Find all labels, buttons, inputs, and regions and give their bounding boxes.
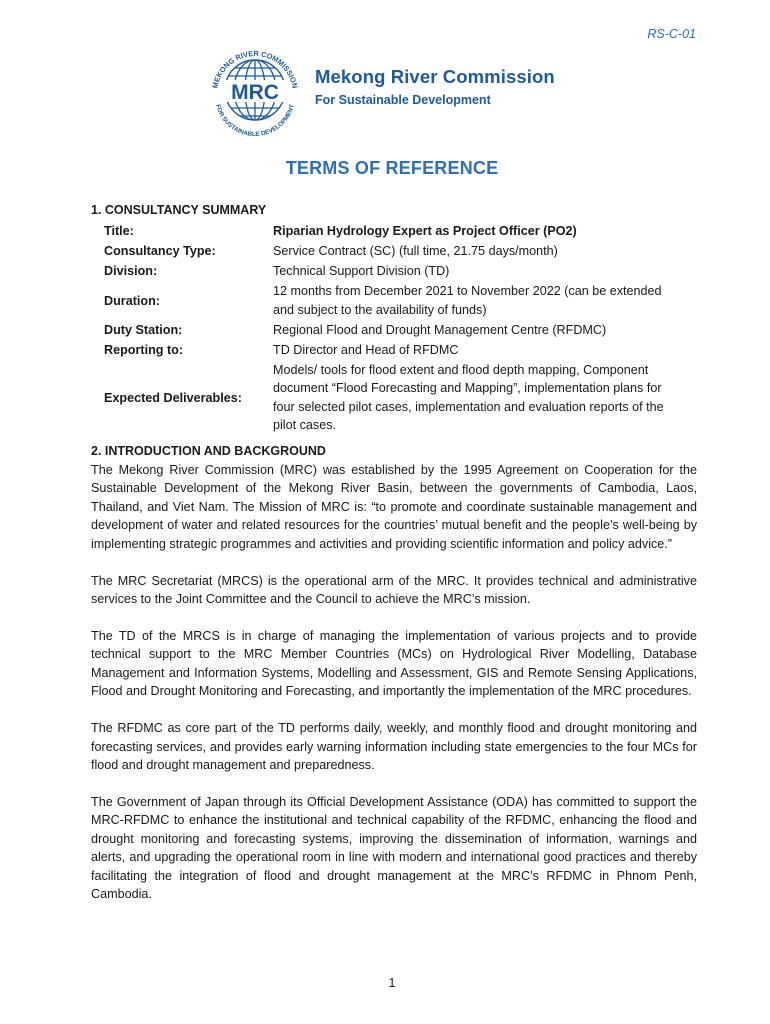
summary-row-duration [104, 282, 674, 319]
letterhead [203, 44, 603, 140]
mrc-seal-logo [203, 44, 307, 136]
summary-value: TD Director and Head of RFDMC [273, 342, 459, 357]
document-title: TERMS OF REFERENCE [285, 158, 499, 178]
seal-arc-top: MEKONG RIVER COMMISSION [210, 48, 300, 90]
summary-key: Duration: [104, 293, 160, 308]
summary-row-expected-deliverables [104, 361, 674, 435]
summary-row-duty-station [104, 321, 674, 340]
summary-value: Service Contract (SC) (full time, 21.75 days/month) [273, 244, 558, 258]
page-number: 1 [388, 976, 396, 990]
summary-row-reporting-to [104, 341, 674, 360]
summary-row-consultancy-type [104, 242, 674, 261]
seal-arc-bottom: FOR SUSTAINABLE DEVELOPMENT [214, 103, 296, 136]
section-heading-introduction: 2. INTRODUCTION AND BACKGROUND [91, 444, 326, 458]
summary-value: Riparian Hydrology Expert as Project Officer (PO2) [273, 224, 577, 238]
summary-row-title [104, 222, 674, 241]
document-code: RS-C-01 [647, 27, 696, 41]
paragraph: The Government of Japan through its Official Development Assistance (ODA) has committed to support the MRC-RFDMC to enhance the institutional and technical capability of the RFDMC, enhancing the flood and drought monitoring and forecasting systems, improving the dissemination of information, warnings and alerts, and upgrading the operational room in line with modern and international good practices and thereby facilitating the integration of flood and drought management at the MRC’s RFDMC in Phnom Penh, Cambodia. [91, 795, 697, 902]
summary-value: Models/ tools for flood extent and flood depth mapping, Component document “Flood Forecasting and Mapping”, implementation plans for four selected pilot cases, implementation and evaluation reports of the pilot cases. [273, 362, 664, 432]
summary-row-division [104, 262, 674, 281]
section-heading-consultancy-summary: 1. CONSULTANCY SUMMARY [91, 203, 267, 217]
organization-tagline: For Sustainable Development [315, 93, 491, 107]
summary-key: Reporting to: [104, 342, 184, 357]
paragraph: The RFDMC as core part of the TD performs daily, weekly, and monthly flood and drought monitoring and forecasting services, and provides early warning information including state emergencies to the four MCs for flood and drought management and preparedness. [91, 721, 697, 773]
summary-value: 12 months from December 2021 to November 2022 (can be extended and subject to the availability of funds) [273, 284, 662, 317]
summary-key: Title: [104, 224, 134, 239]
summary-key: Consultancy Type: [104, 244, 216, 259]
introduction-body [91, 461, 697, 922]
summary-key: Duty Station: [104, 322, 183, 337]
summary-key: Division: [104, 264, 158, 279]
paragraph: The Mekong River Commission (MRC) was established by the 1995 Agreement on Cooperation for the Sustainable Development of the Mekong River Basin, between the governments of Cambodia, Laos, Thailand, and Viet Nam. The Mission of MRC is: “to promote and coordinate sustainable management and development of water and related resources for the countries’ mutual benefit and the people’s well-being by implementing strategic programmes and activities and providing scientific information and policy advice.” [91, 463, 697, 551]
organization-name: Mekong River Commission [315, 66, 555, 87]
summary-key: Expected Deliverables: [104, 390, 242, 405]
consultancy-summary-table [104, 222, 674, 435]
paragraph: The TD of the MRCS is in charge of managing the implementation of various projects and to provide technical support to the MRC Member Countries (MCs) on Hydrological River Modelling, Database Management and Information Systems, Modelling and Assessment, GIS and Remote Sensing Applications, Flood and Drought Monitoring and Forecasting, and importantly the implementation of the MRC procedures. [91, 629, 697, 699]
seal-abbrev: MRC [231, 81, 279, 104]
paragraph: The MRC Secretariat (MRCS) is the operational arm of the MRC. It provides technical and administrative services to the Joint Committee and the Council to achieve the MRC’s mission. [91, 573, 697, 607]
summary-value: Regional Flood and Drought Management Centre (RFDMC) [273, 322, 607, 337]
summary-value: Technical Support Division (TD) [273, 264, 450, 278]
